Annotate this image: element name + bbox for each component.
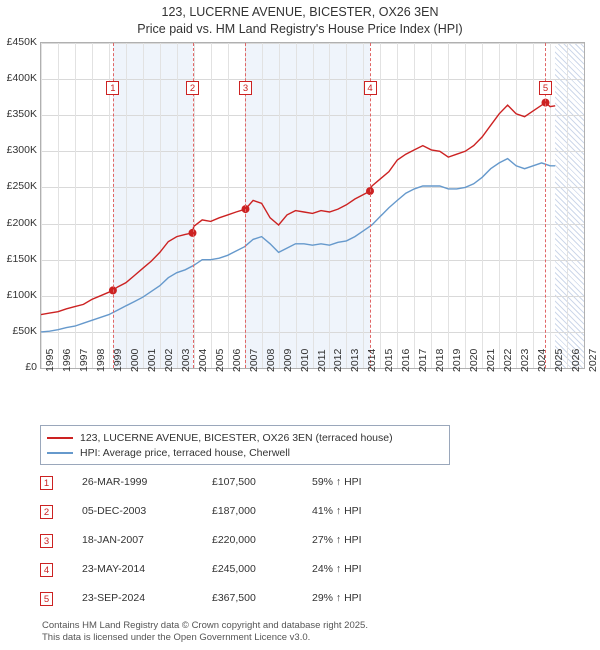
footer-line-1: Contains HM Land Registry data © Crown copyright and database right 2025. [42, 620, 368, 631]
sale-date: 23-MAY-2014 [82, 563, 146, 575]
x-axis-tick-label: 2024 [536, 348, 549, 372]
y-axis-tick-label: £50K [12, 324, 37, 337]
x-axis-tick-label: 2013 [349, 348, 362, 372]
sale-hpi-delta: 27% ↑ HPI [312, 534, 362, 546]
page-subtitle: Price paid vs. HM Land Registry's House Price Index (HPI) [137, 22, 463, 36]
x-axis-tick-label: 2015 [383, 348, 396, 372]
x-axis-tick-label: 2007 [247, 348, 260, 372]
chart-series-line [41, 159, 555, 332]
x-axis-tick-label: 2021 [485, 348, 498, 372]
table-row[interactable] [40, 501, 440, 530]
y-axis-tick-label: £150K [6, 252, 37, 265]
sale-row-badge: 5 [40, 592, 53, 606]
x-axis-tick-label: 2027 [587, 348, 599, 372]
sale-date: 05-DEC-2003 [82, 505, 147, 517]
sale-row-badge: 1 [40, 476, 53, 490]
legend-color-swatch [47, 437, 73, 439]
sale-date: 26-MAR-1999 [82, 476, 148, 488]
sale-date: 18-JAN-2007 [82, 534, 144, 546]
sale-row-badge: 4 [40, 563, 53, 577]
sale-price: £107,500 [212, 476, 256, 488]
sale-price: £187,000 [212, 505, 256, 517]
x-axis-tick-label: 2012 [332, 348, 345, 372]
sales-history-table [40, 472, 440, 617]
table-row[interactable] [40, 530, 440, 559]
y-axis-tick-label: £100K [6, 288, 37, 301]
x-axis-tick-label: 1998 [94, 348, 107, 372]
legend-item-label: HPI: Average price, terraced house, Cherwell [80, 446, 290, 459]
table-row[interactable] [40, 559, 440, 588]
legend-item [47, 445, 443, 460]
footer-line-2: This data is licensed under the Open Government Licence v3.0. [42, 632, 311, 643]
x-axis-tick-label: 2004 [196, 348, 209, 372]
x-axis-tick-label: 1999 [111, 348, 124, 372]
page-title: 123, LUCERNE AVENUE, BICESTER, OX26 3EN [161, 5, 439, 19]
x-axis-tick-label: 2025 [553, 348, 566, 372]
sale-marker-badge[interactable]: 4 [364, 81, 377, 95]
gridline-vertical [584, 43, 585, 368]
x-axis-tick-label: 2002 [162, 348, 175, 372]
sale-row-badge: 3 [40, 534, 53, 548]
x-axis-tick-label: 2005 [213, 348, 226, 372]
legend-item [47, 430, 443, 445]
x-axis-tick-label: 2026 [570, 348, 583, 372]
x-axis-tick-label: 2014 [366, 348, 379, 372]
y-axis-tick-label: £450K [6, 36, 37, 48]
x-axis-tick-label: 2019 [451, 348, 464, 372]
sale-marker-badge[interactable]: 2 [186, 81, 199, 95]
x-axis-tick-label: 2022 [502, 348, 515, 372]
x-axis-tick-label: 2018 [434, 348, 447, 372]
table-row[interactable] [40, 588, 440, 617]
x-axis-tick-label: 2023 [519, 348, 532, 372]
table-row[interactable] [40, 472, 440, 501]
x-axis-tick-label: 2003 [179, 348, 192, 372]
chart-series-line [41, 103, 555, 315]
sale-hpi-delta: 59% ↑ HPI [312, 476, 362, 488]
sale-marker-badge[interactable]: 3 [239, 81, 252, 95]
sale-date: 23-SEP-2024 [82, 592, 146, 604]
y-axis-tick-label: £250K [6, 180, 37, 193]
y-axis-tick-label: £350K [6, 108, 37, 121]
x-axis-tick-label: 2016 [400, 348, 413, 372]
x-axis-tick-label: 1996 [60, 348, 73, 372]
x-axis-tick-label: 2009 [281, 348, 294, 372]
x-axis-tick-label: 2011 [315, 349, 328, 372]
y-axis-tick-label: £200K [6, 216, 37, 229]
price-chart-plot-area [40, 42, 585, 369]
y-axis-tick-label: £400K [6, 72, 37, 85]
legend-item-label: 123, LUCERNE AVENUE, BICESTER, OX26 3EN (terraced house) [80, 431, 393, 444]
x-axis-tick-label: 2000 [128, 348, 141, 372]
sale-hpi-delta: 24% ↑ HPI [312, 563, 362, 575]
x-axis-tick-label: 2006 [230, 348, 243, 372]
sale-marker-badge[interactable]: 1 [106, 81, 119, 95]
sale-hpi-delta: 41% ↑ HPI [312, 505, 362, 517]
y-axis-tick-label: £300K [6, 144, 37, 157]
sale-hpi-delta: 29% ↑ HPI [312, 592, 362, 604]
x-axis-tick-label: 2020 [468, 348, 481, 372]
x-axis-tick-label: 2008 [264, 348, 277, 372]
legend-color-swatch [47, 452, 73, 454]
footer-attribution [42, 620, 582, 644]
sale-row-badge: 2 [40, 505, 53, 519]
x-axis-tick-label: 1995 [44, 348, 56, 372]
chart-legend [40, 425, 450, 465]
x-axis-tick-label: 2017 [417, 348, 430, 372]
x-axis-tick-label: 1997 [77, 348, 90, 372]
chart-series-layer [41, 43, 584, 368]
sale-price: £367,500 [212, 592, 256, 604]
sale-price: £220,000 [212, 534, 256, 546]
y-axis-tick-label: £0 [25, 361, 37, 373]
sale-price: £245,000 [212, 563, 256, 575]
x-axis-tick-label: 2010 [298, 348, 311, 372]
sale-marker-badge[interactable]: 5 [539, 81, 552, 95]
x-axis-tick-label: 2001 [145, 348, 158, 372]
